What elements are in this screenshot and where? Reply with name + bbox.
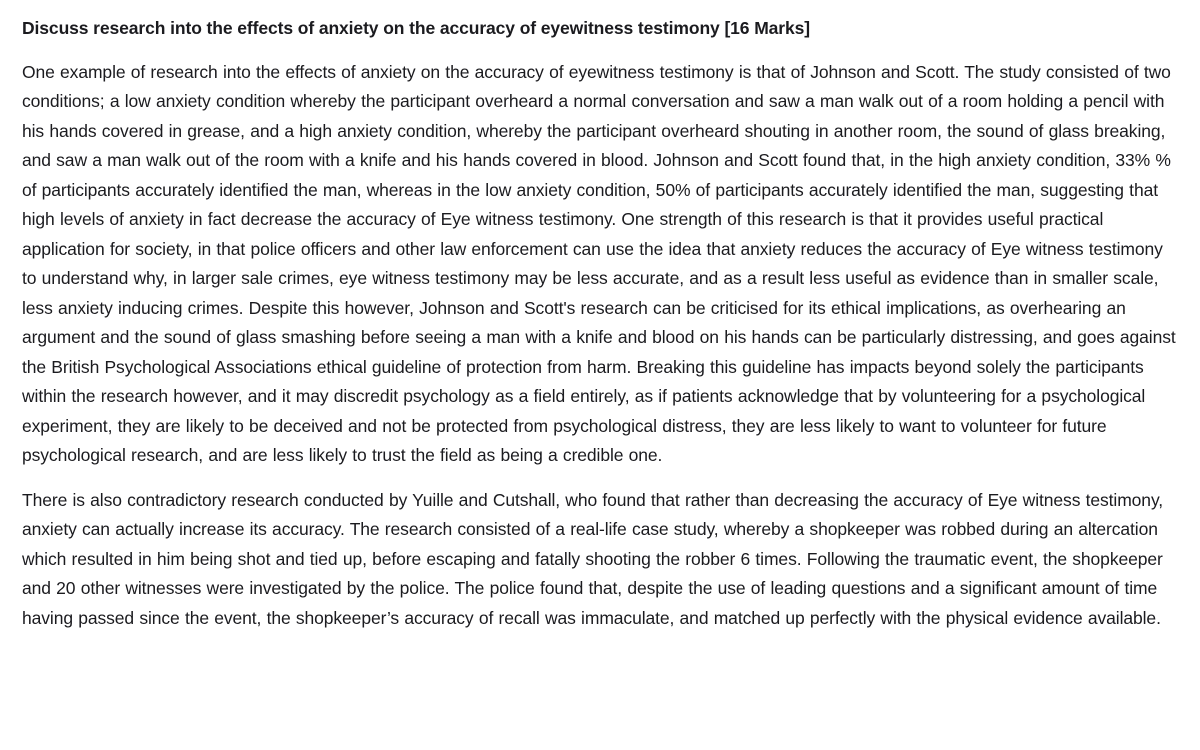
essay-title: Discuss research into the effects of anxiety on the accuracy of eyewitness testimony [16 Marks] (22, 18, 811, 38)
essay-paragraph-2: There is also contradictory research conducted by Yuille and Cutshall, who found that rather than decreasing the accuracy of Eye witness testimony, anxiety can actually increase its accuracy. The research consisted of a real-life case study, whereby a shopkeeper was robbed during an altercation which resulted in him being shot and tied up, before escaping and fatally shooting the robber 6 times. Following the traumatic event, the shopkeeper and 20 other witnesses were investigated by the police. The police found that, despite the use of leading questions and a significant amount of time having passed since the event, the shopkeeper’s accuracy of recall was immaculate, and matched up perfectly with the physical evidence available. (22, 489, 1164, 628)
essay-paragraph-1: One example of research into the effects of anxiety on the accuracy of eyewitness testimony is that of Johnson and Scott. The study consisted of two conditions; a low anxiety condition whereby the participant overheard a normal conversation and saw a man walk out of a room holding a pencil with his hands covered in grease, and a high anxiety condition, whereby the participant overheard shouting in another room, the sound of glass breaking, and saw a man walk out of the room with a knife and his hands covered in blood. Johnson and Scott found that, in the high anxiety condition, 33% % of participants accurately identified the man, whereas in the low anxiety condition, 50% of participants accurately identified the man, suggesting that high levels of anxiety in fact decrease the accuracy of Eye witness testimony. One strength of this research is that it provides useful practical application for society, in that police officers and other law enforcement can use the idea that anxiety reduces the accuracy of Eye witness testimony to understand why, in larger sale crimes, eye witness testimony may be less accurate, and as a result less useful as evidence than in smaller scale, less anxiety inducing crimes. Despite this however, Johnson and Scott's research can be criticised for its ethical implications, as overhearing an argument and the sound of glass smashing before seeing a man with a knife and blood on his hands can be particularly distressing, and goes against the British Psychological Associations ethical guideline of protection from harm. Breaking this guideline has impacts beyond solely the participants within the research however, and it may discredit psychology as a field entirely, as if patients acknowledge that by volunteering for a psychological experiment, they are likely to be deceived and not be protected from psychological distress, they are less likely to want to volunteer for future psychological research, and are less likely to trust the field as being a credible one. (22, 61, 1176, 465)
